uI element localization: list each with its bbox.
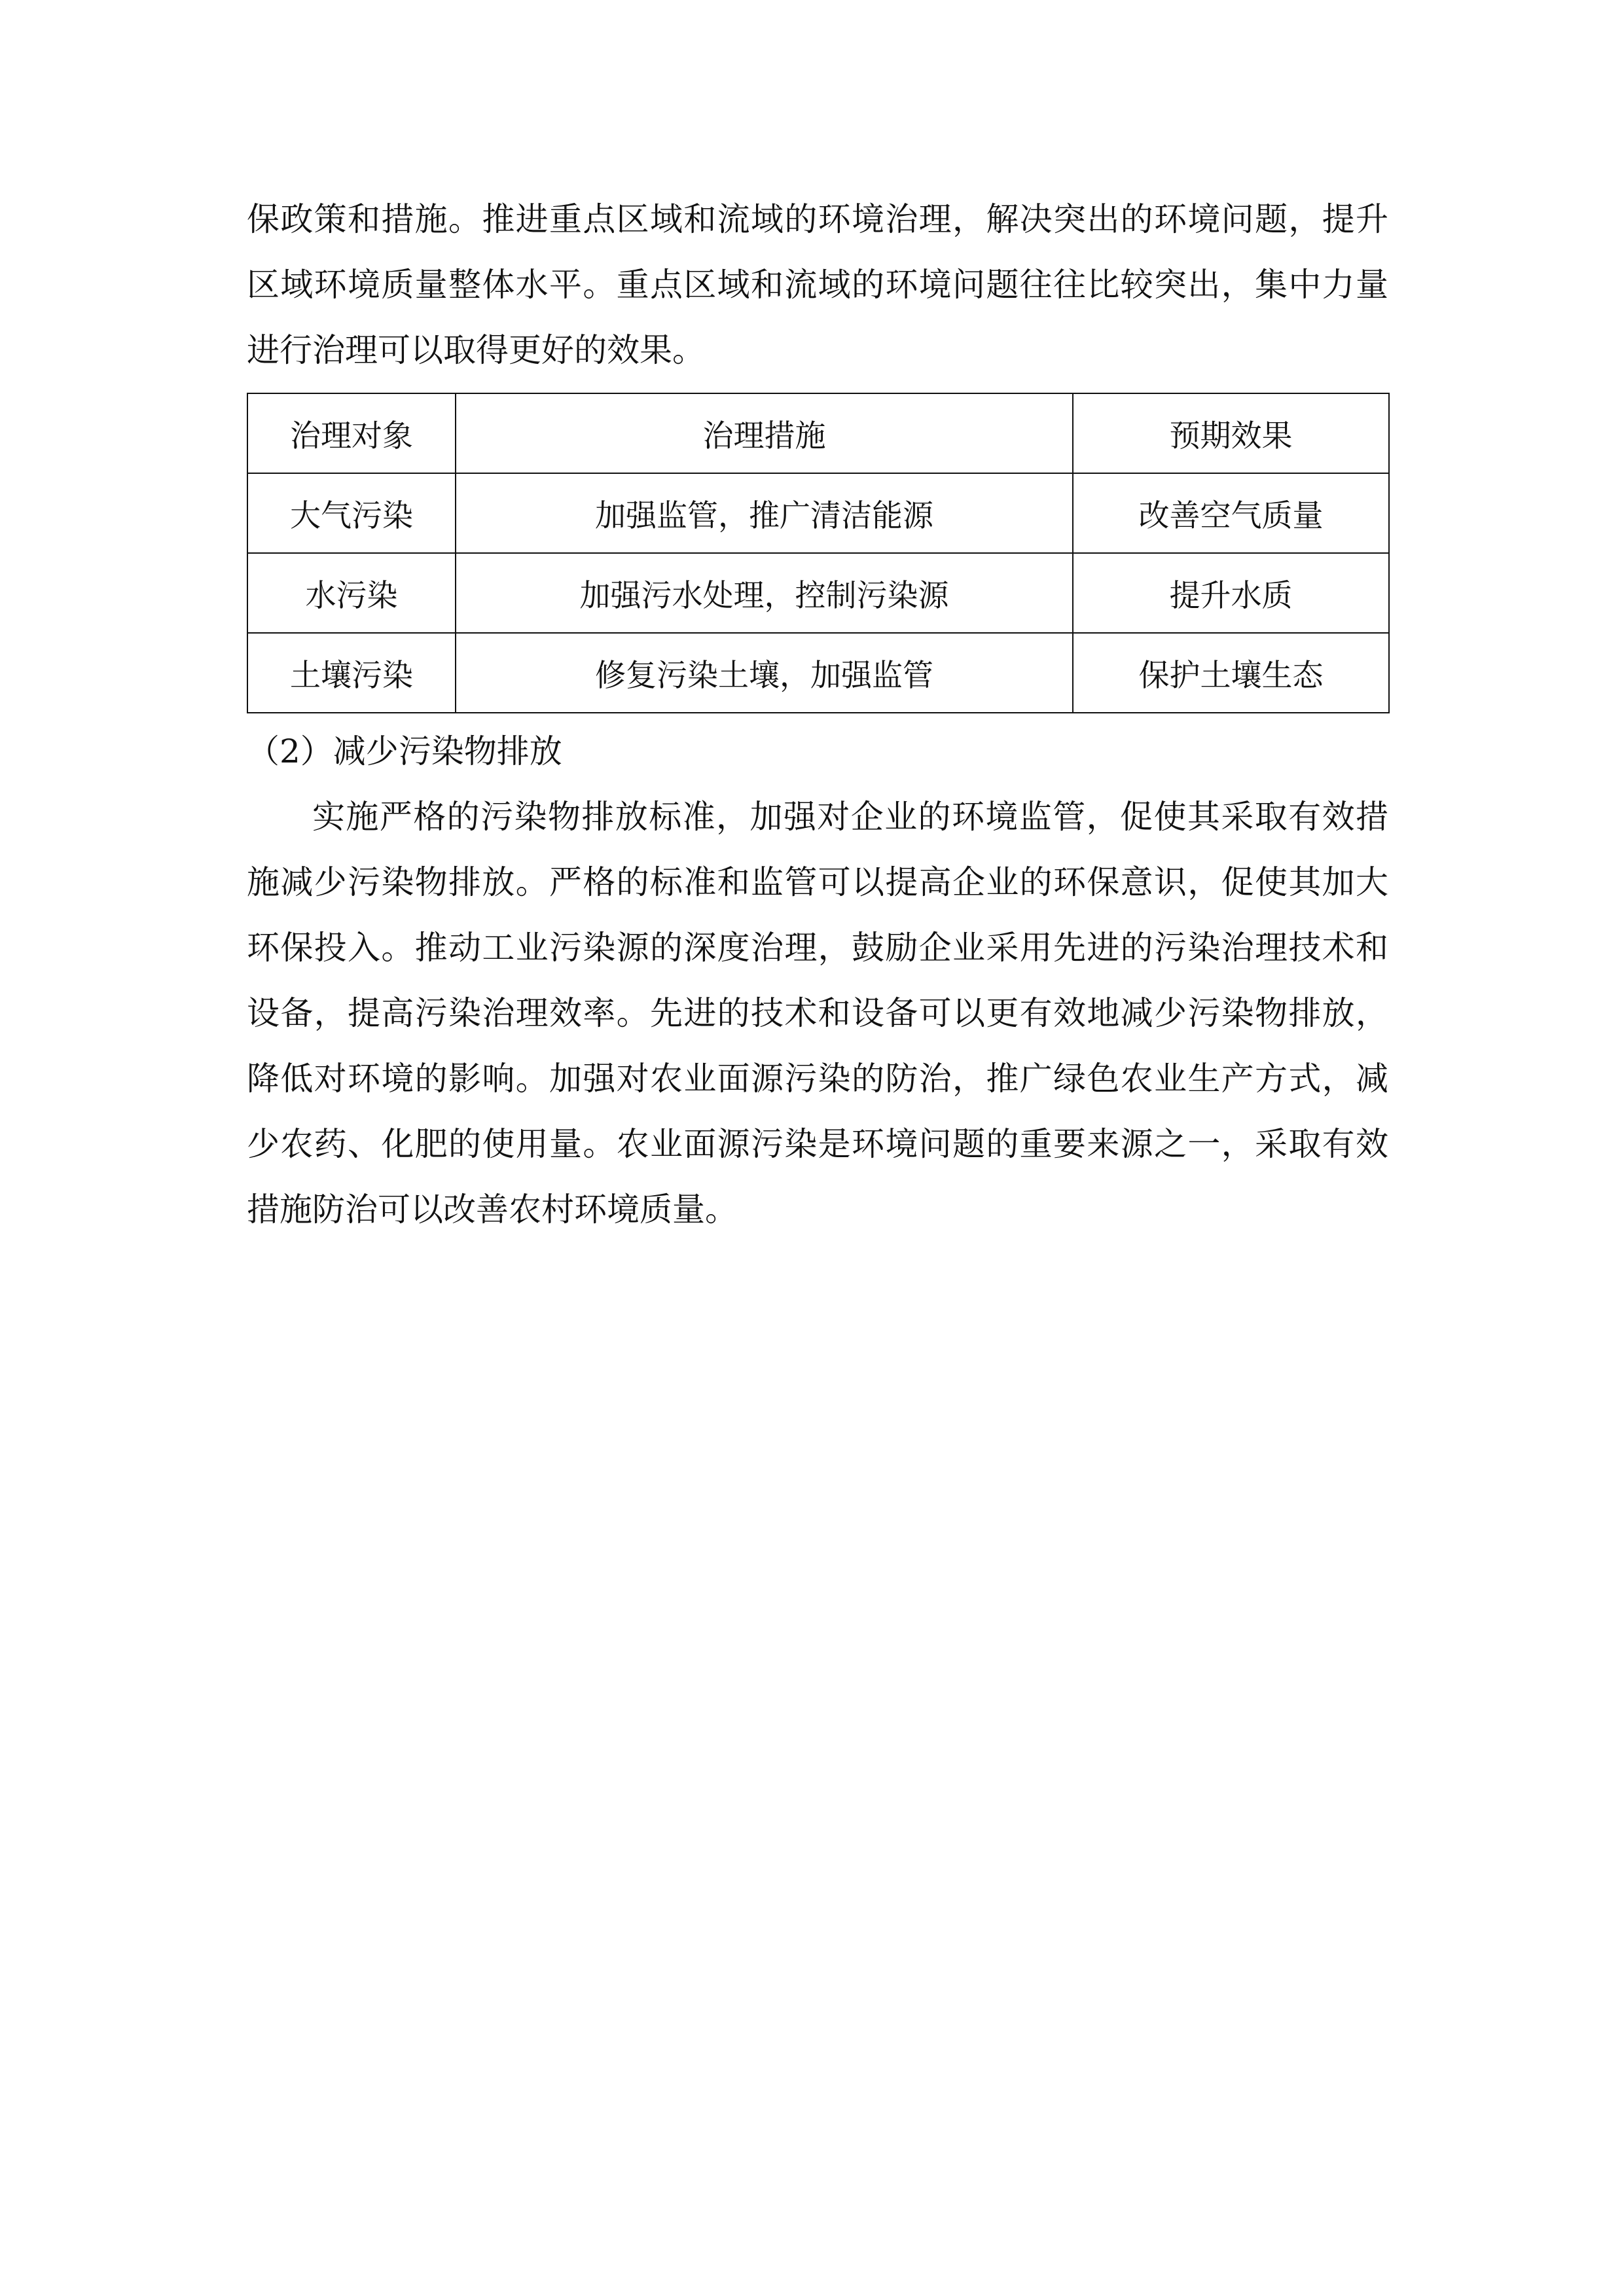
table-row [247,473,1389,553]
intro-paragraph: 保政策和措施。推进重点区域和流域的环境治理，解决突出的环境问题，提升区域环境质量整体水平。重点区域和流域的环境问题往往比较突出，集中力量进行治理可以取得更好的效果。 [247,200,1388,369]
table-cell: 保护土壤生态 [1073,633,1389,713]
table-row [247,633,1389,713]
table-cell: 改善空气质量 [1073,473,1389,553]
header-target: 治理对象 [247,393,456,473]
table-cell: 提升水质 [1073,553,1389,633]
table-cell: 土壤污染 [247,633,456,713]
table-cell: 修复污染土壤，加强监管 [456,633,1073,713]
section-heading: （2）减少污染物排放 [247,732,562,770]
table-cell: 加强污水处理，控制污染源 [456,553,1073,633]
table-cell: 加强监管，推广清洁能源 [456,473,1073,553]
table-header-row [247,393,1389,473]
document-body [247,187,1388,1242]
governance-table [247,393,1390,713]
header-measures: 治理措施 [456,393,1073,473]
table-cell: 大气污染 [247,473,456,553]
header-effect: 预期效果 [1073,393,1389,473]
body-paragraph: 实施严格的污染物排放标准，加强对企业的环境监管，促使其采取有效措施减少污染物排放。严格的标准和监管可以提高企业的环保意识，促使其加大环保投入。推动工业污染源的深度治理，鼓励企业采用先进的污染治理技术和设备，提高污染治理效率。先进的技术和设备可以更有效地减少污染物排放，降低对环境的影响。加强对农业面源污染的防治，推广绿色农业生产方式，减少农药、化肥的使用量。农业面源污染是环境问题的重要来源之一，采取有效措施防治可以改善农村环境质量。 [247,798,1388,1229]
table-row [247,553,1389,633]
table-cell: 水污染 [247,553,456,633]
